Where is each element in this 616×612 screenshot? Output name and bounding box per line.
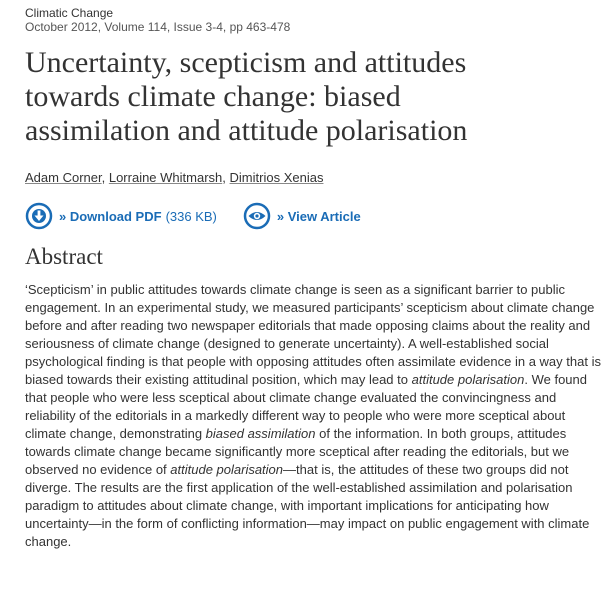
title-line-1: Uncertainty, scepticism and attitudes [25, 46, 467, 79]
abstract-paragraph [25, 281, 604, 551]
author-link[interactable]: Lorraine Whitmarsh [108, 170, 223, 185]
view-article-link[interactable] [243, 202, 361, 230]
author-separator: , [101, 170, 106, 185]
author-list [25, 170, 604, 186]
download-pdf-link[interactable] [25, 202, 217, 230]
download-icon [25, 202, 53, 230]
download-pdf-label[interactable]: » Download PDF [59, 208, 162, 224]
title-line-3: assimilation and attitude polarisation [25, 114, 468, 147]
abstract-text: of the information. In both groups, attitudes towards climate change became significantly more sceptical after reading the editorials, but we observed no evidence of [25, 426, 570, 477]
abstract-text: . We found that people who were less sceptical about climate change evaluated the convincingness and reliability of the editorials in a markedly different way to people who were more sceptical about climate change, demonstrating [25, 372, 587, 441]
author-link[interactable]: Adam Corner [25, 170, 102, 185]
issue-meta: October 2012, Volume 114, Issue 3-4, pp 463-478 [25, 20, 291, 34]
abstract-emphasis: attitude polarisation [170, 462, 284, 477]
author-separator: , [222, 170, 226, 185]
article-title [25, 46, 604, 148]
abstract-body [25, 281, 604, 551]
abstract-heading: Abstract [25, 244, 103, 269]
abstract-text: ‘Scepticism’ in public attitudes towards climate change is seen as a significant barrier to public engagement. In an experimental study, we measured participants’ scepticism about climate change before and after reading two newspaper editorials that made opposing claims about the reality and seriousness of climate change (designed to generate uncertainty). A well-established social psychological finding is that people with opposing attitudes often assimilate evidence in a way that is biased towards their existing attitudinal position, which may lead to [25, 282, 601, 387]
author-link[interactable]: Dimitrios Xenias [229, 170, 324, 185]
abstract-emphasis: biased assimilation [205, 426, 316, 441]
title-line-2: towards climate change: biased [25, 80, 401, 113]
eye-icon [243, 202, 271, 230]
journal-name[interactable]: Climatic Change [25, 6, 114, 20]
article-actions [25, 201, 604, 231]
abstract-text: —that is, the attitudes of these two groups did not diverge. The results are the first application of the well-established assimilation and polarisation paradigm to attitudes about climate change, with important implications for anticipating how uncertainty—in the form of conflicting information—may impact on public engagement with climate change. [25, 462, 590, 549]
download-pdf-size: (336 KB) [165, 208, 217, 224]
view-article-label[interactable]: » View Article [276, 208, 361, 224]
abstract-emphasis: attitude polarisation [411, 372, 525, 387]
